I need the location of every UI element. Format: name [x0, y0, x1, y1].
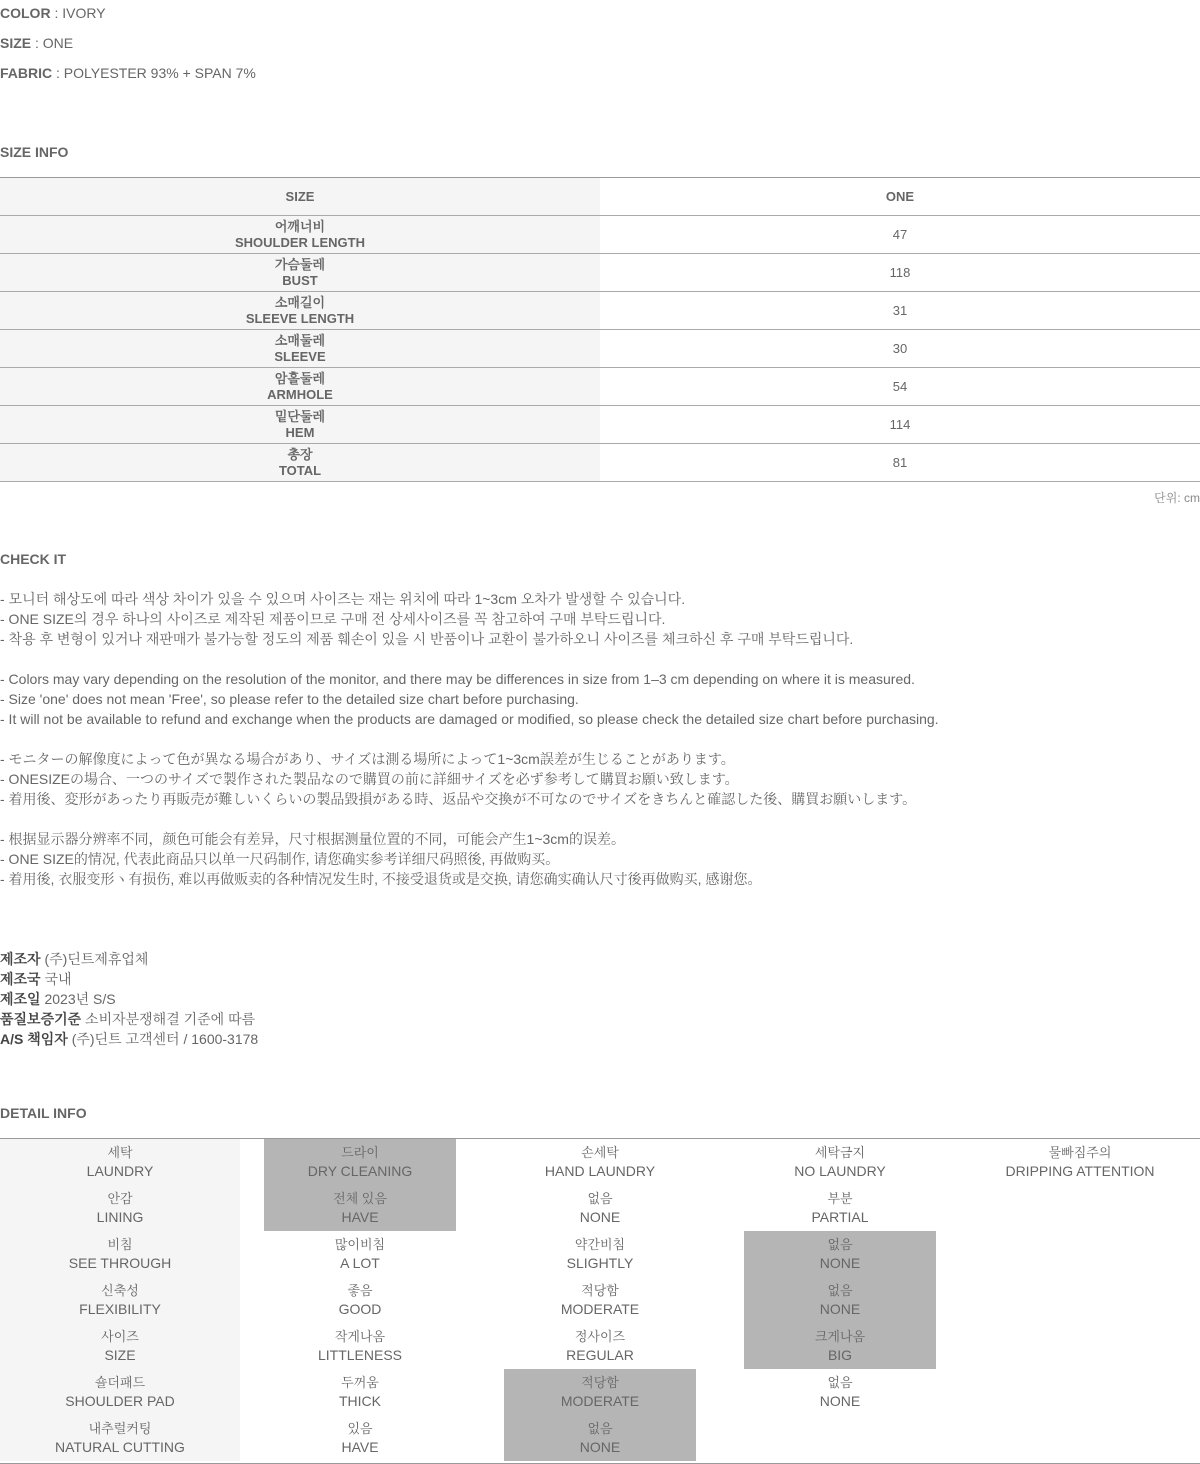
detail-ko: 안감 [107, 1191, 133, 1206]
detail-option [480, 1369, 720, 1415]
spec-fabric [0, 65, 256, 81]
size-row-value: 118 [889, 265, 911, 280]
check-line: - ONE SIZE의 경우 하나의 사이즈로 제작된 제품이므로 구매 전 상세사이즈를 꼭 참고하여 구매 부탁드립니다. [0, 611, 666, 627]
detail-en: GOOD [338, 1301, 382, 1317]
detail-ko: 세탁금지 [814, 1145, 866, 1160]
detail-option [240, 1277, 480, 1323]
detail-ko: 적당함 [581, 1283, 619, 1298]
check-line: - モニターの解像度によって色が異なる場合があり、サイズは測る場所によって1~3cm誤差が生じることがあります。 [0, 751, 735, 767]
detail-en: SLIGHTLY [566, 1255, 634, 1271]
detail-option [480, 1231, 720, 1277]
size-row-value: 81 [892, 455, 908, 470]
detail-en: SHOULDER PAD [65, 1393, 175, 1409]
maker-value: 2023년 S/S [40, 991, 116, 1007]
detail-en: HAVE [341, 1209, 379, 1225]
detail-ko: 크게나옴 [814, 1329, 866, 1344]
detail-ko: 없음 [827, 1283, 853, 1298]
detail-en: LITTLENESS [317, 1347, 403, 1363]
check-line: - 着用後, 衣服变形ヽ有损伤, 难以再做贩卖的各种情况发生时, 不接受退货或是交换, 请您确实确认尺寸後再做购买, 感谢您。 [0, 871, 762, 887]
size-table [0, 177, 1200, 482]
size-label-en: HEM [285, 424, 315, 440]
size-label-en: SLEEVE LENGTH [245, 310, 355, 326]
size-label-en: TOTAL [278, 462, 322, 478]
size-row-value: 114 [889, 417, 911, 432]
detail-en: A LOT [340, 1255, 380, 1271]
detail-option [720, 1139, 960, 1185]
detail-en: LAUNDRY [86, 1163, 154, 1179]
size-row-label [0, 368, 600, 405]
detail-en: NONE [579, 1209, 621, 1225]
detail-ko: 숄더패드 [94, 1375, 146, 1390]
detail-ko: 적당함 [581, 1375, 619, 1390]
check-line: - 착용 후 변형이 있거나 재판매가 불가능할 정도의 제품 훼손이 있을 시 반품이나 교환이 불가하오니 사이즈를 체크하신 후 구매 부탁드립니다. [0, 631, 854, 647]
size-row [0, 216, 1200, 254]
unit-note: 단위: cm [1154, 491, 1200, 505]
maker-value: (주)딘트 고객센터 / 1600-3178 [67, 1031, 259, 1047]
detail-ko: 없음 [587, 1191, 613, 1206]
size-row-label [0, 444, 600, 481]
size-label-ko: 소매둘레 [274, 332, 326, 348]
detail-ko: 없음 [587, 1421, 613, 1436]
detail-option [720, 1277, 960, 1323]
detail-row-label [0, 1139, 240, 1185]
check-line: - Colors may vary depending on the resolution of the monitor, and there may be differences in size from 1–3 cm depending on where it is measured. [0, 671, 915, 687]
detail-en: NONE [819, 1301, 861, 1317]
detail-en: MODERATE [560, 1393, 640, 1409]
detail-ko: 비침 [107, 1237, 133, 1252]
size-row [0, 254, 1200, 292]
detail-ko: 손세탁 [581, 1145, 619, 1160]
detail-en: PARTIAL [811, 1209, 869, 1225]
detail-en: SEE THROUGH [68, 1255, 172, 1271]
size-label-ko: 어깨너비 [274, 218, 326, 234]
detail-row-label [0, 1185, 240, 1231]
detail-option [480, 1139, 720, 1185]
size-label-en: BUST [282, 272, 318, 288]
detail-en: FLEXIBILITY [79, 1301, 161, 1317]
detail-en: SIZE [104, 1347, 136, 1363]
detail-en: THICK [339, 1393, 381, 1409]
spec-size-value: : ONE [31, 35, 74, 51]
detail-en: NO LAUNDRY [794, 1163, 886, 1179]
maker-line [0, 949, 258, 969]
check-it-title: CHECK IT [0, 551, 67, 567]
detail-option [720, 1231, 960, 1277]
detail-option [480, 1323, 720, 1369]
detail-option [240, 1231, 480, 1277]
check-it-ko [0, 589, 853, 649]
detail-option [720, 1185, 960, 1231]
spec-size-label: SIZE [0, 35, 32, 51]
check-it-zh [0, 829, 761, 889]
detail-en: BIG [827, 1347, 853, 1363]
detail-ko: 많이비침 [334, 1237, 386, 1252]
detail-ko: 드라이 [341, 1145, 379, 1160]
size-row-label [0, 292, 600, 329]
size-row-label [0, 330, 600, 367]
check-line: - It will not be available to refund and exchange when the products are damaged or modified, so please check the detailed size chart before purchasing. [0, 711, 939, 727]
spec-color-value: : IVORY [50, 5, 106, 21]
size-info-title: SIZE INFO [0, 144, 69, 160]
detail-en: NONE [819, 1255, 861, 1271]
maker-label: 제조자 [0, 951, 41, 967]
detail-ko: 정사이즈 [574, 1329, 626, 1344]
size-row-value: 31 [892, 303, 908, 318]
maker-line [0, 1029, 258, 1049]
detail-ko: 신축성 [101, 1283, 139, 1298]
size-row-value: 54 [892, 379, 908, 394]
detail-ko: 좋음 [347, 1283, 373, 1298]
spec-color-label: COLOR [0, 5, 51, 21]
detail-option [720, 1323, 960, 1369]
maker-info [0, 949, 258, 1049]
maker-line [0, 1009, 258, 1029]
check-line: - 着用後、変形があったり再販売が難しいくらいの製品毀損がある時、返品や交換が不可なのでサイズをきちんと確認した後、購買お願いします。 [0, 791, 917, 807]
detail-option [240, 1415, 480, 1461]
detail-ko: 있음 [347, 1421, 373, 1436]
size-label-ko: 총장 [287, 446, 313, 462]
detail-ko: 없음 [827, 1237, 853, 1252]
check-line: - Size 'one' does not mean 'Free', so please refer to the detailed size chart before purchasing. [0, 691, 579, 707]
detail-option [720, 1369, 960, 1415]
detail-row-label [0, 1323, 240, 1369]
maker-value: 국내 [40, 971, 72, 987]
detail-info-title: DETAIL INFO [0, 1105, 87, 1121]
size-table-header [0, 178, 1200, 216]
detail-row-label [0, 1231, 240, 1277]
size-label-ko: 암홀둘레 [274, 370, 326, 386]
check-line: - 根据显示器分辨率不同，颜色可能会有差异，尺寸根据测量位置的不同，可能会产生1~3cm的误差。 [0, 831, 625, 847]
detail-option [240, 1185, 480, 1231]
size-label-ko: 밑단둘레 [274, 408, 326, 424]
check-it-en [0, 669, 939, 729]
detail-ko: 두꺼움 [341, 1375, 379, 1390]
detail-ko: 전체 있음 [333, 1191, 387, 1206]
maker-line [0, 969, 258, 989]
detail-en: NATURAL CUTTING [55, 1439, 185, 1455]
detail-en: REGULAR [566, 1347, 634, 1363]
detail-ko: 물빠짐주의 [1048, 1145, 1112, 1160]
size-label-ko: 소매길이 [274, 294, 326, 310]
spec-fabric-label: FABRIC [0, 65, 53, 81]
check-line: - ONESIZEの場合、一つのサイズで製作された製品なので購買の前に詳細サイズを必ず参考して購買お願い致します。 [0, 771, 739, 787]
detail-ko: 없음 [827, 1375, 853, 1390]
size-header-value: ONE [885, 189, 915, 204]
detail-option [240, 1369, 480, 1415]
check-line: - 모니터 해상도에 따라 색상 차이가 있을 수 있으며 사이즈는 재는 위치에 따라 1~3cm 오차가 발생할 수 있습니다. [0, 591, 686, 607]
detail-grid [0, 1138, 1200, 1464]
size-label-en: SHOULDER LENGTH [235, 234, 365, 250]
detail-ko: 부분 [827, 1191, 853, 1206]
detail-ko: 사이즈 [101, 1329, 139, 1344]
size-row [0, 368, 1200, 406]
spec-size [0, 35, 73, 51]
detail-en: NONE [579, 1439, 621, 1455]
detail-option [480, 1415, 720, 1461]
size-row [0, 406, 1200, 444]
detail-ko: 약간비침 [574, 1237, 626, 1252]
size-row-label [0, 254, 600, 291]
maker-line [0, 989, 258, 1009]
maker-label: 제조국 [0, 971, 41, 987]
size-label-ko: 가슴둘레 [274, 256, 326, 272]
detail-ko: 세탁 [107, 1145, 133, 1160]
detail-en: DRIPPING ATTENTION [1005, 1163, 1155, 1179]
detail-option [240, 1139, 480, 1185]
detail-row-label [0, 1277, 240, 1323]
size-row-value: 30 [892, 341, 908, 356]
detail-en: LINING [96, 1209, 144, 1225]
detail-ko: 내추럴커팅 [88, 1421, 152, 1436]
detail-en: DRY CLEANING [307, 1163, 413, 1179]
maker-value: (주)딘트제휴업체 [40, 951, 149, 967]
maker-value: 소비자분쟁해결 기준에 따름 [81, 1011, 256, 1027]
size-row-label [0, 216, 600, 253]
detail-option [960, 1139, 1200, 1185]
size-header-label: SIZE [0, 178, 600, 215]
size-label-en: SLEEVE [274, 348, 326, 364]
detail-row-label [0, 1415, 240, 1461]
detail-ko: 작게나옴 [334, 1329, 386, 1344]
size-row-value: 47 [892, 227, 908, 242]
size-row [0, 330, 1200, 368]
detail-row-label [0, 1369, 240, 1415]
spec-fabric-value: : POLYESTER 93% + SPAN 7% [52, 65, 256, 81]
maker-label: 제조일 [0, 991, 41, 1007]
detail-en: HAND LAUNDRY [544, 1163, 656, 1179]
detail-en: MODERATE [560, 1301, 640, 1317]
maker-label: A/S 책임자 [0, 1031, 68, 1047]
detail-option [480, 1185, 720, 1231]
size-row-label [0, 406, 600, 443]
detail-option [240, 1323, 480, 1369]
size-label-en: ARMHOLE [267, 386, 333, 402]
maker-label: 품질보증기준 [0, 1011, 82, 1027]
size-row [0, 292, 1200, 330]
detail-option [480, 1277, 720, 1323]
spec-color [0, 5, 106, 21]
size-row [0, 444, 1200, 482]
check-line: - ONE SIZE的情况, 代表此商品只以单一尺码制作, 请您确实参考详细尺码照後, 再做购买。 [0, 851, 560, 867]
check-it-ja [0, 749, 916, 809]
detail-en: HAVE [341, 1439, 379, 1455]
detail-en: NONE [819, 1393, 861, 1409]
